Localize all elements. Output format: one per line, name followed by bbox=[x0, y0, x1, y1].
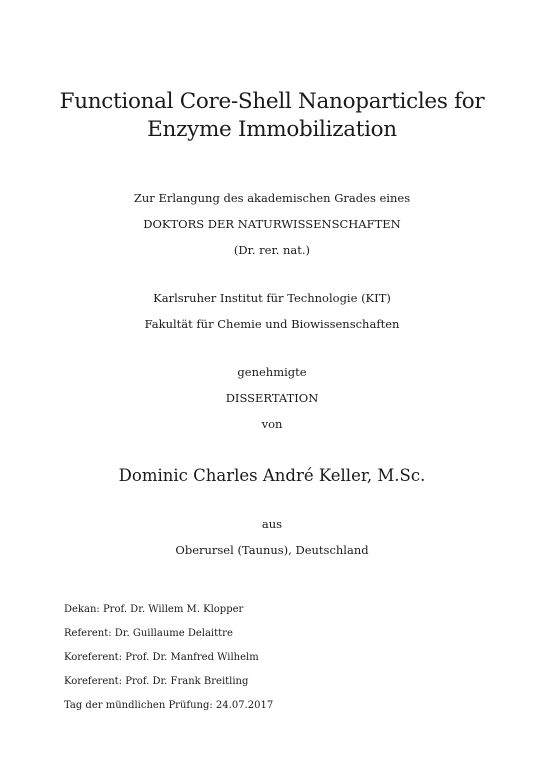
committee-dean: Dekan: Prof. Dr. Willem M. Klopper bbox=[64, 604, 244, 615]
author-name: Dominic Charles André Keller, M.Sc. bbox=[118, 466, 426, 485]
degree-abbreviation: (Dr. rer. nat.) bbox=[233, 243, 311, 257]
committee-coreferee-2: Koreferent: Prof. Dr. Frank Breitling bbox=[64, 676, 249, 687]
committee-coreferee-1: Koreferent: Prof. Dr. Manfred Wilhelm bbox=[64, 652, 259, 663]
institution-name: Karlsruher Institut für Technologie (KIT) bbox=[153, 291, 391, 305]
approval-text: genehmigte bbox=[237, 365, 307, 379]
thesis-title-line-2: Enzyme Immobilization bbox=[147, 117, 397, 142]
committee-referee: Referent: Dr. Guillaume Delaittre bbox=[64, 628, 233, 639]
degree-purpose: Zur Erlangung des akademischen Grades eines bbox=[133, 191, 411, 205]
origin-aus: aus bbox=[261, 517, 283, 531]
degree-name: DOKTORS DER NATURWISSENSCHAFTEN bbox=[143, 217, 401, 231]
faculty-name: Fakultät für Chemie und Biowissenschaften bbox=[144, 317, 400, 331]
thesis-title-line-1: Functional Core-Shell Nanoparticles for bbox=[59, 89, 485, 114]
origin-place: Oberursel (Taunus), Deutschland bbox=[175, 543, 369, 557]
exam-date: Tag der mündlichen Prüfung: 24.07.2017 bbox=[64, 700, 274, 711]
document-type: DISSERTATION bbox=[225, 391, 319, 405]
thesis-title bbox=[0, 88, 544, 144]
by-text: von bbox=[261, 417, 283, 431]
